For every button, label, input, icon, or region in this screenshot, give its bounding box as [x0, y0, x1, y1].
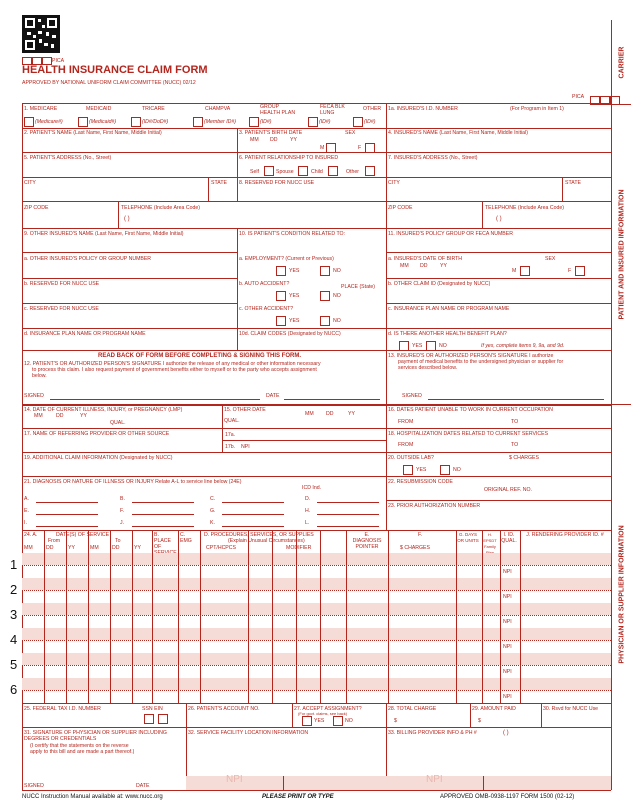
f11a-mm: MM: [400, 263, 409, 269]
feca-label: FECA BLK LUNG: [320, 104, 345, 116]
f12-date: DATE: [266, 393, 280, 399]
f8-label: 8. RESERVED FOR NUCC USE: [239, 180, 315, 186]
f13-line3: services described below.: [398, 365, 458, 371]
f26-label: 26. PATIENT'S ACCOUNT NO.: [188, 706, 260, 712]
f9b-label: b. RESERVED FOR NUCC USE: [24, 281, 100, 287]
diag-label: E.: [24, 508, 29, 514]
10b-no: NO: [333, 293, 341, 299]
diag-label: G.: [210, 508, 216, 514]
f25-ssn: SSN EIN: [142, 706, 163, 712]
group-id: (ID#): [260, 119, 272, 125]
service-line-number: 5: [10, 657, 18, 672]
f15-qual: QUAL.: [224, 418, 240, 424]
champva-id: (Member ID#): [204, 119, 236, 125]
f21-label: 21. DIAGNOSIS OR NATURE OF ILLNESS OR INJURY Relate A-L to service line below (24E): [24, 479, 242, 485]
11d-yes: YES: [412, 343, 423, 349]
checkbox-27-no[interactable]: [333, 716, 343, 726]
f11a-sex: SEX: [545, 256, 556, 262]
service-line-npi: NPI: [503, 694, 512, 700]
f31-label: 31. SIGNATURE OF PHYSICIAN OR SUPPLIER INCLUDING DEGREES OR CREDENTIALS: [24, 730, 167, 742]
f13-line1: 13. INSURED'S OR AUTHORIZED PERSON'S SIGNATURE I authorize: [388, 353, 554, 359]
f31-line3: apply to this bill and are made a part thereof.): [30, 749, 135, 755]
f7-label: 7. INSURED'S ADDRESS (No., Street): [388, 155, 478, 161]
footer-left: NUCC Instruction Manual available at: www.nucc.org: [22, 794, 163, 800]
f16-label: 16. DATES PATIENT UNABLE TO WORK IN CURRENT OCCUPATION: [388, 407, 553, 413]
checkbox-self[interactable]: [264, 166, 274, 176]
f24-yy2: YY: [134, 545, 141, 551]
checkbox-champva[interactable]: [193, 117, 203, 127]
f27-label: 27. ACCEPT ASSIGNMENT?: [294, 706, 362, 712]
side-carrier: CARRIER: [618, 46, 626, 78]
f25-label: 25. FEDERAL TAX I.D. NUMBER: [24, 706, 101, 712]
diag-label: H.: [305, 508, 311, 514]
f24-d2: (Explain Unusual Circumstances): [228, 538, 305, 544]
medicare-id: (Medicare#): [35, 119, 63, 125]
f24-i: I. ID. QUAL.: [501, 532, 517, 544]
service-line-number: 1: [10, 557, 18, 572]
diag-label: C.: [210, 496, 216, 502]
f10d-label: 10d. CLAIM CODES (Designated by NUCC): [239, 331, 341, 337]
f13-signed: SIGNED: [402, 393, 422, 399]
f14-yy: YY: [80, 413, 87, 419]
checkbox-other-rel[interactable]: [365, 166, 375, 176]
f24-dos: DATE(S) OF SERVICE: [56, 532, 110, 538]
f20-label: 20. OUTSIDE LAB?: [388, 455, 434, 461]
ifyes-note: If yes, complete items 9, 9a, and 9d.: [481, 343, 565, 349]
checkbox-other[interactable]: [353, 117, 363, 127]
f29-dollar: $: [478, 718, 481, 724]
other-id: (ID#): [364, 119, 376, 125]
service-line-npi: NPI: [503, 644, 512, 650]
f11a-f: F: [568, 268, 572, 274]
checkbox-20-yes[interactable]: [403, 465, 413, 475]
diag-label: D.: [305, 496, 311, 502]
f24-f2: $ CHARGES: [400, 545, 430, 551]
f24-dd2: DD: [112, 545, 120, 551]
diag-label: A.: [24, 496, 29, 502]
f17-label: 17. NAME OF REFERRING PROVIDER OR OTHER SOURCE: [24, 431, 170, 437]
f24-yy1: YY: [68, 545, 75, 551]
f3-f: F: [358, 145, 362, 151]
f11b-label: b. OTHER CLAIM ID (Designated by NUCC): [388, 281, 491, 287]
f19-label: 19. ADDITIONAL CLAIM INFORMATION (Designated by NUCC): [24, 455, 173, 461]
f10-label: 10. IS PATIENT'S CONDITION RELATED TO:: [239, 231, 346, 237]
checkbox-10a-yes[interactable]: [276, 266, 286, 276]
checkbox-child[interactable]: [328, 166, 338, 176]
f6-label: 6. PATIENT RELATIONSHIP TO INSURED: [239, 155, 339, 161]
f14-mm: MM: [34, 413, 43, 419]
qr-code: [22, 15, 60, 53]
f10a-label: a. EMPLOYMENT? (Current or Previous): [239, 256, 334, 262]
f31-line2: (I certify that the statements on the reverse: [30, 743, 129, 749]
f32-npi: NPI: [226, 774, 243, 785]
checkbox-10b-yes[interactable]: [276, 291, 286, 301]
f10b-label: b. AUTO ACCIDENT?: [239, 281, 290, 287]
checkbox-20-no[interactable]: [440, 465, 450, 475]
f14-dd: DD: [56, 413, 64, 419]
checkbox-10c-yes[interactable]: [276, 316, 286, 326]
pica-right: PICA: [572, 94, 585, 100]
diag-label: F.: [120, 508, 125, 514]
f22-label: 22. RESUBMISSION CODE: [388, 479, 453, 485]
child-label: Child: [311, 169, 323, 175]
city-label-2: CITY: [388, 180, 400, 186]
f33-paren[interactable]: ( ): [503, 730, 509, 736]
form-title: HEALTH INSURANCE CLAIM FORM: [22, 64, 208, 76]
city-label: CITY: [24, 180, 36, 186]
f28-label: 28. TOTAL CHARGE: [388, 706, 437, 712]
f18-label: 18. HOSPITALIZATION DATES RELATED TO CURRENT SERVICES: [388, 431, 549, 437]
f24-cpt: CPT/HCPCS: [206, 545, 236, 551]
10a-yes: YES: [289, 268, 300, 274]
tel-paren[interactable]: ( ): [124, 216, 130, 222]
f33-npi: NPI: [426, 774, 443, 785]
10c-no: NO: [333, 318, 341, 324]
f12-line2: to process this claim. I also request payment of government benefits either to myself or to the party who accepts assignment: [32, 367, 317, 373]
27-yes: YES: [314, 718, 325, 724]
f24-mm2: MM: [90, 545, 99, 551]
state-label-2: STATE: [565, 180, 581, 186]
checkbox-feca[interactable]: [308, 117, 318, 127]
f24-b: B. PLACE OF: [154, 532, 172, 550]
checkbox-11a-m[interactable]: [520, 266, 530, 276]
10c-yes: YES: [289, 318, 300, 324]
f24-mod: MODIFIER: [286, 545, 312, 551]
27-no: NO: [345, 718, 353, 724]
f24-f: F.: [418, 532, 423, 538]
f24-label: 24. A.: [24, 532, 38, 538]
side-patient: PATIENT AND INSURED INFORMATION: [618, 188, 626, 320]
medicaid-label: MEDICAID: [86, 106, 112, 112]
group-label: GROUP HEALTH PLAN: [260, 104, 296, 116]
f15-mm: MM: [305, 411, 314, 417]
champva-label: CHAMPVA: [205, 106, 231, 112]
f11a-dd: DD: [420, 263, 428, 269]
readback-note: READ BACK OF FORM BEFORE COMPLETING & SIGNING THIS FORM.: [98, 353, 301, 359]
tel-label-2: TELEPHONE (Include Area Code): [485, 205, 564, 211]
f24-dd1: DD: [46, 545, 54, 551]
place-label: PLACE (State): [341, 284, 376, 290]
10a-no: NO: [333, 268, 341, 274]
diag-label: B.: [120, 496, 125, 502]
f14-label: 14. DATE OF CURRENT ILLNESS, INJURY, or PREGNANCY (LMP): [24, 407, 183, 413]
state-label: STATE: [211, 180, 227, 186]
footer-mid: PLEASE PRINT OR TYPE: [262, 794, 334, 800]
tel-label: TELEPHONE (Include Area Code): [121, 205, 200, 211]
f20-charges: $ CHARGES: [509, 455, 539, 461]
pica-left: PICA: [52, 58, 65, 64]
f12-line3: below.: [32, 373, 47, 379]
20-yes: YES: [416, 467, 427, 473]
f15-dd: DD: [326, 411, 334, 417]
f12-line1: 12. PATIENT'S OR AUTHORIZED PERSON'S SIGNATURE I authorize the release of any medical or other information necessary: [24, 361, 321, 367]
f9-label: 9. OTHER INSURED'S NAME (Last Name, First Name, Middle Initial): [24, 231, 184, 237]
tricare-id: (ID#/DoD#): [142, 119, 169, 125]
f9d-label: d. INSURANCE PLAN NAME OR PROGRAM NAME: [24, 331, 146, 337]
f29-label: 29. AMOUNT PAID: [472, 706, 516, 712]
medicaid-id: (Medicaid#): [89, 119, 117, 125]
checkbox-group[interactable]: [249, 117, 259, 127]
f22-orig: ORIGINAL REF. NO.: [484, 487, 532, 493]
f3-yy: YY: [290, 137, 297, 143]
checkbox-10a-no[interactable]: [320, 266, 330, 276]
f15-label: 15. OTHER DATE: [224, 407, 266, 413]
f1a-label: 1a. INSURED'S I.D. NUMBER: [388, 106, 458, 112]
service-line-number: 6: [10, 682, 18, 697]
f11c-label: c. INSURANCE PLAN NAME OR PROGRAM NAME: [388, 306, 510, 312]
feca-id: (ID#): [319, 119, 331, 125]
tricare-label: TRICARE: [142, 106, 165, 112]
f24-to: To: [115, 538, 121, 544]
f14-qual: QUAL.: [110, 420, 126, 426]
f16-from: FROM: [398, 419, 414, 425]
checkbox-ssn[interactable]: [144, 714, 154, 724]
f3-label: 3. PATIENT'S BIRTH DATE: [239, 130, 303, 136]
diag-label: J.: [120, 520, 125, 526]
f1a-note: (For Program in Item 1): [510, 106, 564, 112]
f24-c: C. EMG: [180, 532, 192, 544]
spouse-label: Spouse: [276, 169, 294, 175]
f9a-label: a. OTHER INSURED'S POLICY OR GROUP NUMBER: [24, 256, 152, 262]
diag-label: L.: [305, 520, 310, 526]
service-line-number: 4: [10, 632, 18, 647]
f2-label: 2. PATIENT'S NAME (Last Name, First Name, Middle Initial): [24, 130, 162, 136]
f31-date: DATE: [136, 783, 150, 789]
service-line-npi: NPI: [503, 619, 512, 625]
checkbox-medicaid[interactable]: [78, 117, 88, 127]
f24-d: D. PROCEDURES, SERVICES, OR SUPPLIES: [204, 532, 314, 538]
f15-yy: YY: [348, 411, 355, 417]
service-line-number: 2: [10, 582, 18, 597]
f11a-yy: YY: [440, 263, 447, 269]
f1-label: 1. MEDICARE: [24, 106, 58, 112]
f3-mm: MM: [250, 137, 259, 143]
checkbox-10c-no[interactable]: [320, 316, 330, 326]
10b-yes: YES: [289, 293, 300, 299]
checkbox-ein[interactable]: [158, 714, 168, 724]
service-line-npi: NPI: [503, 669, 512, 675]
f18-from: FROM: [398, 442, 414, 448]
f24-from: From: [48, 538, 61, 544]
zip-label: ZIP CODE: [24, 205, 49, 211]
f17a-label: 17a.: [225, 432, 236, 438]
checkbox-10b-no[interactable]: [320, 291, 330, 301]
f11-label: 11. INSURED'S POLICY GROUP OR FECA NUMBER: [388, 231, 513, 237]
checkbox-spouse[interactable]: [298, 166, 308, 176]
f12-signed: SIGNED: [24, 393, 44, 399]
checkbox-medicare[interactable]: [24, 117, 34, 127]
20-no: NO: [453, 467, 461, 473]
f32-label: 32. SERVICE FACILITY LOCATION INFORMATION: [188, 730, 309, 736]
f4-label: 4. INSURED'S NAME (Last Name, First Name, Middle Initial): [388, 130, 528, 136]
f17b-label: 17b.: [225, 444, 236, 450]
f33-label: 33. BILLING PROVIDER INFO & PH #: [388, 730, 477, 736]
f3-m: M: [320, 145, 325, 151]
service-line-number: 3: [10, 607, 18, 622]
f18-to: TO: [511, 442, 519, 448]
f5-label: 5. PATIENT'S ADDRESS (No., Street): [24, 155, 112, 161]
f24-g: G. DAYS OR UNITS: [457, 532, 479, 543]
f30-label: 30. Rsvd for NUCC Use: [543, 706, 599, 712]
f27-note: (For govt. claims, see back): [298, 711, 348, 716]
f3-dd: DD: [270, 137, 278, 143]
f11a-m: M: [512, 268, 517, 274]
checkbox-27-yes[interactable]: [302, 716, 312, 726]
f16-to: TO: [511, 419, 519, 425]
f24-e: E. DIAGNOSIS POINTER: [352, 532, 382, 550]
footer-right: APPROVED OMB-0938-1197 FORM 1500 (02-12): [440, 794, 575, 800]
f24-j: J. RENDERING PROVIDER ID. #: [526, 532, 604, 538]
zip-label-2: ZIP CODE: [388, 205, 413, 211]
diag-label: I.: [24, 520, 27, 526]
f13-line2: payment of medical benefits to the undersigned physician or supplier for: [398, 359, 564, 365]
approved-line: APPROVED BY NATIONAL UNIFORM CLAIM COMMITTEE (NUCC) 02/12: [22, 80, 196, 86]
f17b-npi: NPI: [241, 444, 250, 450]
icd-label: ICD Ind.: [302, 485, 322, 491]
f24-mm1: MM: [24, 545, 33, 551]
f23-label: 23. PRIOR AUTHORIZATION NUMBER: [388, 503, 481, 509]
other-label: OTHER: [363, 106, 382, 112]
f10c-label: c. OTHER ACCIDENT?: [239, 306, 294, 312]
diag-label: K.: [210, 520, 215, 526]
service-line-npi: NPI: [503, 569, 512, 575]
side-physician: PHYSICIAN OR SUPPLIER INFORMATION: [618, 524, 626, 664]
f24-h: H. EPSDT Family: [483, 532, 497, 549]
f28-dollar: $: [394, 718, 397, 724]
self-label: Self: [250, 169, 259, 175]
tel-paren-2[interactable]: ( ): [496, 216, 502, 222]
f31-signed: SIGNED: [24, 783, 44, 789]
checkbox-11a-f[interactable]: [575, 266, 585, 276]
11d-no: NO: [439, 343, 447, 349]
f3-sex: SEX: [345, 130, 356, 136]
f9c-label: c. RESERVED FOR NUCC USE: [24, 306, 99, 312]
f11d-label: d. IS THERE ANOTHER HEALTH BENEFIT PLAN?: [388, 331, 507, 337]
other-rel-label: Other: [346, 169, 359, 175]
service-line-npi: NPI: [503, 594, 512, 600]
f11a-label: a. INSURED'S DATE OF BIRTH: [388, 256, 463, 262]
checkbox-tricare[interactable]: [131, 117, 141, 127]
